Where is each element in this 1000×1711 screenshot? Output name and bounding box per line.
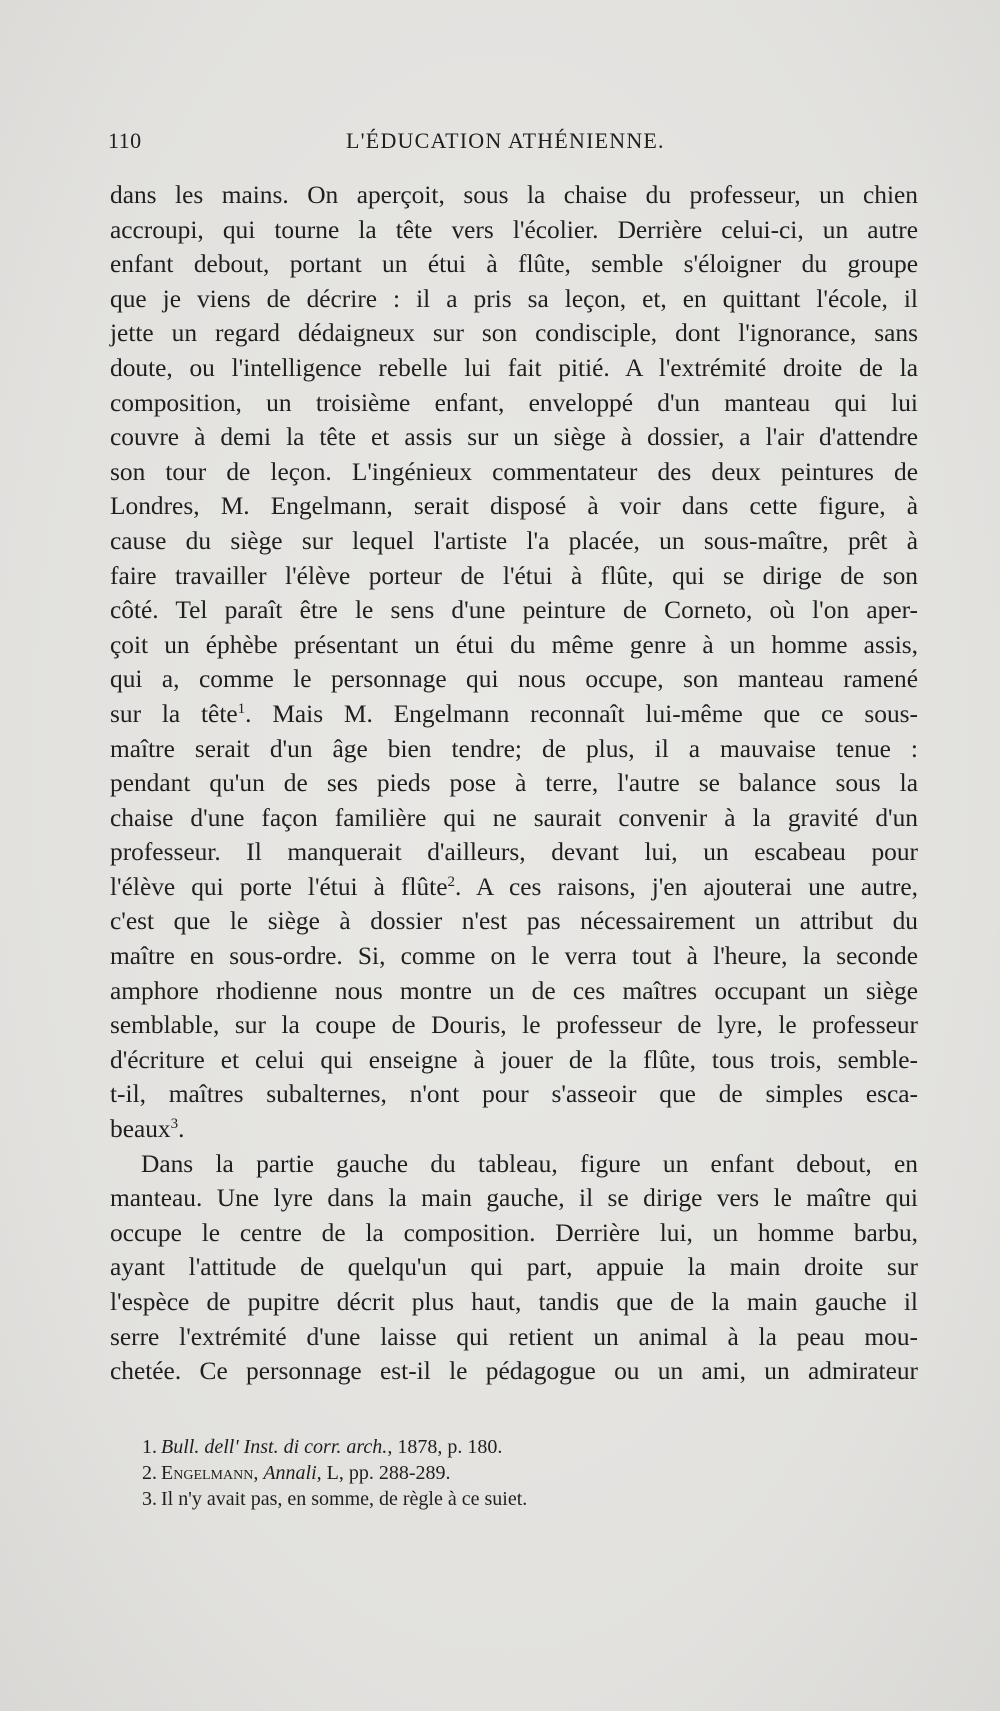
text-line: ayant l'attitude de quelqu'un qui part, appuie la main droite sur [110,1253,918,1282]
footnote-number: 2. [142,1462,157,1484]
text-line: doute, ou l'intelligence rebelle lui fait pitié. A l'extrémité droite de la [110,353,918,382]
footnote-italic: Bull. dell' Inst. di corr. arch. [161,1436,388,1458]
text-line: faire travailler l'élève porteur de l'étui à flûte, qui se dirige de son [110,561,918,590]
page-number: 110 [108,128,142,153]
footnote-ref-1: 1 [237,700,246,717]
text-line: son tour de leçon. L'ingénieux commentateur des deux peintures de [110,457,918,486]
text-line: occupe le centre de la composition. Derrière lui, un homme barbu, [110,1218,918,1247]
text-line: amphore rhodienne nous montre un de ces maîtres occupant un siège [110,976,918,1005]
text-line: l'espèce de pupitre décrit plus haut, tandis que de la main gauche il [110,1288,918,1316]
text-line: serre l'extrémité d'une laisse qui retient un animal à la peau mou- [110,1322,918,1351]
text-segment: . [178,1115,185,1144]
text-line: qui a, comme le personnage qui nous occupe, son manteau ramené [110,665,918,694]
text-line: çoit un éphèbe présentant un étui du même genre à un homme assis, [110,630,918,659]
footnote-1 [110,1434,918,1460]
text-line: semblable, sur la coupe de Douris, le professeur de lyre, le professeur [110,1011,918,1040]
text-line: pendant qu'un de ses pieds pose à terre, l'autre se balance sous la [110,769,918,798]
footnotes [110,1434,918,1512]
text-line: jette un regard dédaigneux sur son condisciple, dont l'ignorance, sans [110,319,918,348]
text-line: Londres, M. Engelmann, serait disposé à voir dans cette figure, à [110,492,918,521]
text-line: chaise d'une façon familière qui ne saurait convenir à la gravité d'un [110,803,918,832]
text-segment: . A ces raisons, j'en ajouterai une autre, [455,872,918,901]
text-segment: . Mais M. Engelmann reconnaît lui-même que ce sous- [245,699,918,728]
paragraph-first-line: Dans la partie gauche du tableau, figure un enfant debout, en [141,1149,918,1178]
text-segment: sur la tête [110,699,238,728]
footnote-text: Il n'y avait pas, en somme, de règle à ce suiet. [161,1488,528,1510]
footnote-author: Engelmann, [161,1462,259,1484]
text-line: d'écriture et celui qui enseigne à jouer de la flûte, tous trois, semble- [110,1045,918,1074]
footnote-ref-3: 3 [170,1116,179,1133]
footnote-number: 3. [142,1488,157,1510]
text-line: chetée. Ce personnage est-il le pédagogue ou un ami, un admirateur [110,1357,918,1386]
text-line: composition, un troisième enfant, enveloppé d'un manteau qui lui [110,388,918,417]
footnote-2 [110,1460,918,1486]
text-line: manteau. Une lyre dans la main gauche, il se dirige vers le maître qui [110,1184,918,1213]
text-line: accroupi, qui tourne la tête vers l'écolier. Derrière celui-ci, un autre [110,215,918,244]
text-line: maître en sous-ordre. Si, comme on le verra tout à l'heure, la seconde [110,942,918,971]
footnote-ref-2: 2 [447,873,455,890]
text-line: dans les mains. On aperçoit, sous la chaise du professeur, un chien [110,181,918,209]
running-head [108,128,928,158]
footnote-italic: Annali, [263,1462,322,1484]
text-line: c'est que le siège à dossier n'est pas nécessairement un attribut du [110,907,918,936]
text-line-with-footnote-ref [110,1112,918,1147]
text-line: cause du siège sur lequel l'artiste l'a placée, un sous-maître, prêt à [110,526,918,555]
running-title: L'ÉDUCATION ATHÉNIENNE. [346,128,665,153]
footnote-3 [110,1486,918,1512]
text-line: couvre à demi la tête et assis sur un siège à dossier, a l'air d'attendre [110,423,918,452]
footnote-number: 1. [142,1436,157,1458]
text-line: côté. Tel paraît être le sens d'une peinture de Corneto, où l'on aper- [110,596,918,625]
body-text [110,178,918,1389]
text-line-with-footnote-ref [110,697,918,732]
footnote-text: L, pp. 288-289. [321,1462,451,1484]
text-segment: beaux [110,1115,171,1144]
footnote-text: , 1878, p. 180. [387,1436,503,1458]
text-line: t-il, maîtres subalternes, n'ont pour s'asseoir que de simples esca- [110,1080,918,1109]
text-line-with-footnote-ref [110,870,918,905]
text-line: enfant debout, portant un étui à flûte, semble s'éloigner du groupe [110,250,918,279]
text-line: maître serait d'un âge bien tendre; de plus, il a mauvaise tenue : [110,734,918,763]
text-line: que je viens de décrire : il a pris sa leçon, et, en quittant l'école, il [110,284,918,313]
text-line: professeur. Il manquerait d'ailleurs, devant lui, un escabeau pour [110,838,918,867]
text-segment: l'élève qui porte l'étui à flûte [110,872,448,901]
